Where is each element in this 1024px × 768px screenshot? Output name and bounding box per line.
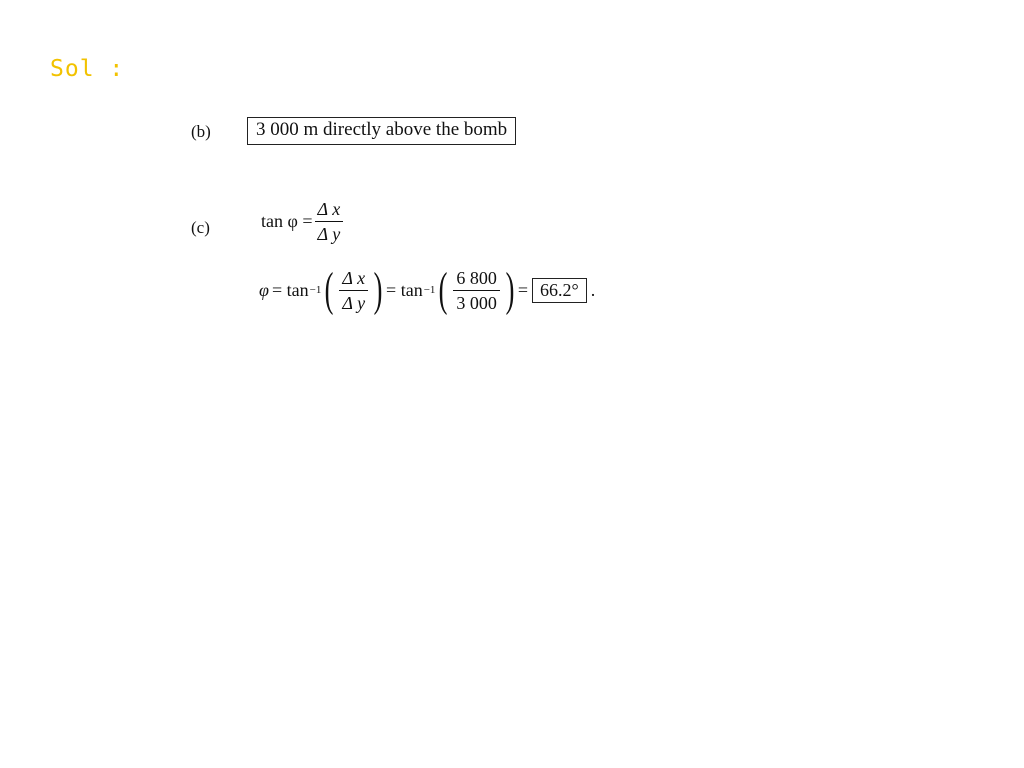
fraction-denominator: Δ y (342, 292, 366, 313)
inverse-exponent-2: −1 (423, 284, 436, 296)
equals-tan-1: = tan (271, 279, 309, 300)
numeric-fraction (453, 267, 500, 314)
fraction-numerator: 6 800 (453, 267, 500, 291)
period: . (590, 279, 596, 300)
equals-sign: = (517, 279, 529, 300)
fraction-denominator: Δ y (317, 224, 341, 244)
equals-tan-2: = tan (386, 279, 423, 300)
part-b-label: (b) (191, 122, 211, 141)
tan-lhs: tan φ = (261, 211, 313, 231)
right-paren-icon: ) (373, 263, 383, 316)
inverse-exponent-1: −1 (309, 284, 322, 296)
part-b-answer-box: 3 000 m directly above the bomb (247, 117, 516, 145)
solution-heading: Sol : (50, 56, 125, 82)
right-paren-icon: ) (505, 263, 515, 316)
fraction-numerator: Δ x (339, 267, 368, 291)
phi-symbol: φ (259, 279, 269, 300)
left-paren-icon: ( (324, 263, 334, 316)
fraction-denominator: 3 000 (456, 292, 497, 313)
left-paren-icon: ( (439, 263, 448, 316)
angle-answer-box: 66.2° (532, 278, 587, 303)
phi-equation (259, 263, 596, 316)
dx-over-dy-fraction (315, 198, 344, 245)
fraction-numerator: Δ x (315, 198, 344, 222)
part-c-label: (c) (191, 218, 210, 237)
tan-equation (261, 198, 345, 245)
dx-over-dy-fraction-2 (339, 267, 368, 314)
